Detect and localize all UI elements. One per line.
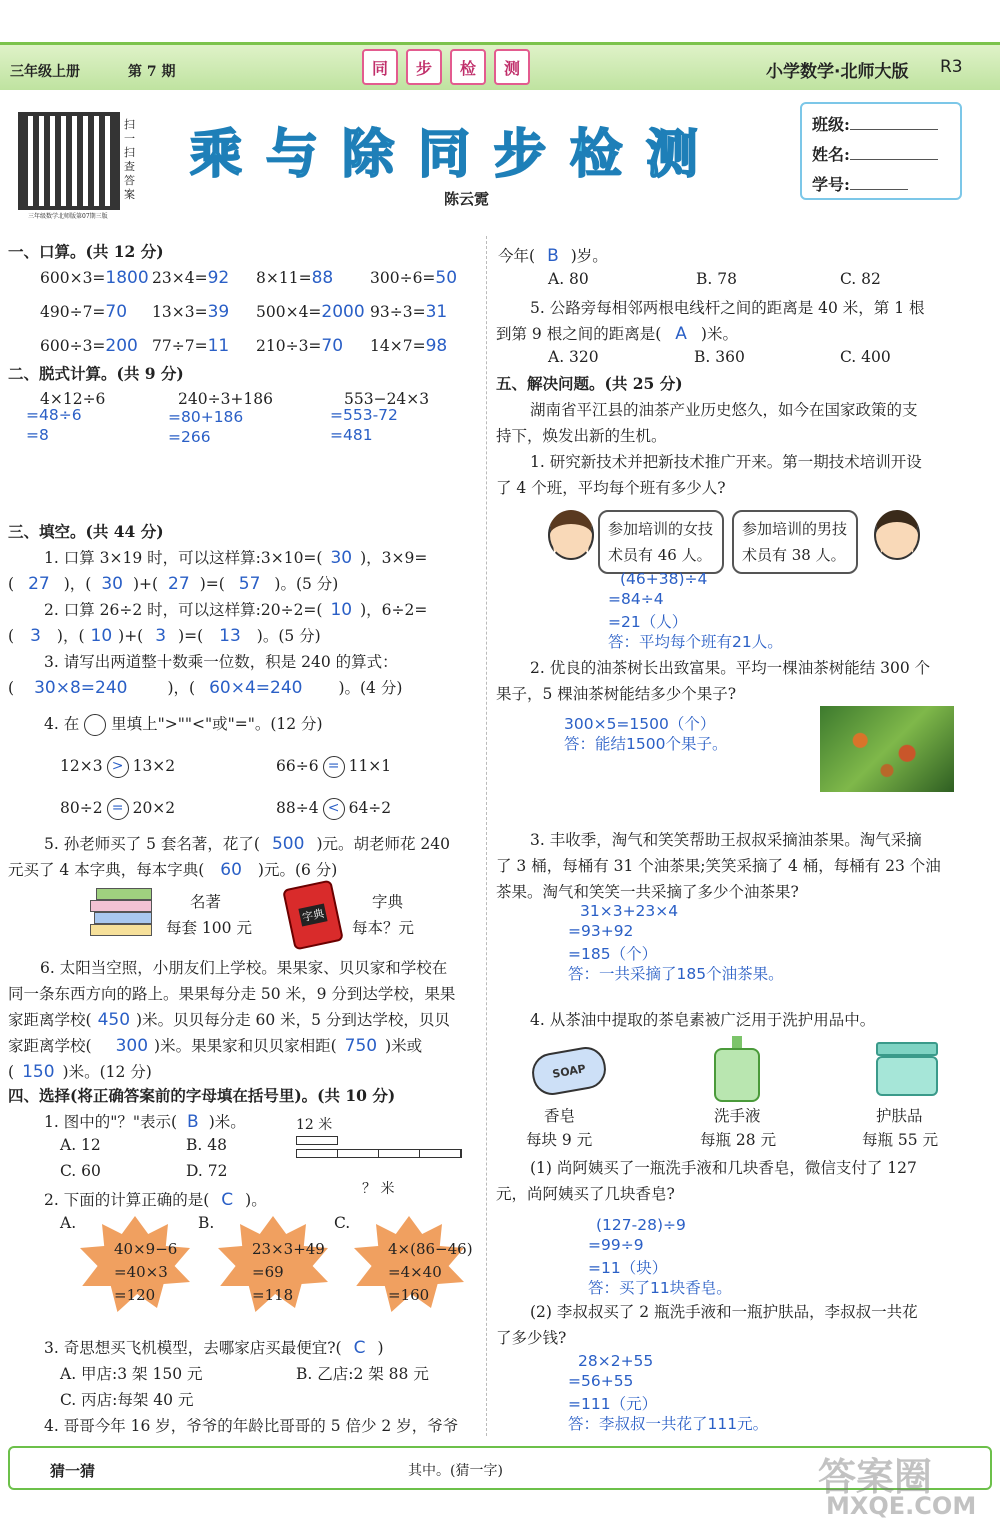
blank[interactable]: A [675,324,687,344]
author: 陈云霓 [444,190,490,208]
option: C. 82 [840,270,881,288]
answer-blank[interactable]: 1800 [105,268,149,288]
blank[interactable]: 3 [30,626,41,646]
blank[interactable]: 750 [344,1036,378,1056]
oral-calc-item: 13×3=39 [152,302,230,322]
book2-name: 字典 [372,893,404,911]
blank[interactable]: 27 [168,574,190,594]
product-name: 香皂 [544,1107,576,1125]
blank[interactable]: B [547,246,559,266]
answer-blank[interactable]: 31 [425,302,448,322]
problem4b-line1: (2) 李叔叔买了 2 瓶洗手液和一瓶护肤品，李叔叔一共花 [530,1303,918,1321]
riddle-label: 猜一猜 [50,1462,96,1480]
option: D. 72 [186,1162,228,1180]
answer-blank[interactable]: 200 [105,336,138,356]
problem4b-line2: 了多少钱? [496,1329,567,1347]
oral-calc-item: 77÷7=11 [152,336,230,356]
fill-q6-line3: 家距离学校( 450 )米。贝贝每分走 60 米，5 分到达学校，贝贝 [8,1010,450,1030]
answer-blank[interactable]: 88 [311,268,334,288]
oral-calc-item: 600÷3=200 [40,336,138,356]
problem1-line2: 了 4 个班，平均每个班有多少人? [496,479,726,497]
blank[interactable]: 30 [330,548,353,568]
subject-label: 小学数学·北师大版 [766,62,909,82]
student-info-box [800,102,962,200]
answer-line[interactable]: =84÷4 [608,590,664,608]
choice-q4-cont: 今年( B )岁。 [498,246,608,266]
blank[interactable]: 13 [219,626,241,646]
compare-circle[interactable]: = [323,756,345,778]
answer-line[interactable]: 答：平均每个班有21人。 [608,633,783,651]
option: A. 80 [548,270,589,288]
answer-line[interactable]: =56+55 [568,1372,634,1390]
product-price: 每块 9 元 [526,1131,593,1149]
compare-item: 88÷4 < 64÷2 [276,798,391,820]
tag-1: 同 [362,49,398,85]
fill-q5-line1: 5. 孙老师买了 5 套名著，花了( 500 )元。胡老师花 240 [44,834,450,854]
blank[interactable]: 500 [271,834,305,854]
blank[interactable]: 150 [22,1062,55,1082]
fill-q3-line1: 3. 请写出两道整十数乘一位数，积是 240 的算式： [44,653,398,671]
answer-line[interactable]: =111（元） [568,1395,658,1413]
tag-row [362,49,530,85]
problem4-intro: 4. 从茶油中提取的茶皂素被广泛用于洗护用品中。 [530,1011,876,1029]
problem2-line2: 果子，5 棵油茶树能结多少个果子? [496,685,737,703]
answer-line[interactable]: 答：一共采摘了185个油茶果。 [568,965,784,983]
blank[interactable]: 60×4=240 [209,678,303,698]
answer-blank[interactable]: 70 [105,302,128,322]
name-row: 姓名: [812,142,938,165]
figure-bottom-label: ？ 米 [362,1181,395,1197]
leaf-calc-line: =118 [252,1286,294,1304]
answer-line[interactable]: =99÷9 [588,1236,644,1254]
problem3-line3: 茶果。淘气和笑笑一共采摘了多少个油茶果? [496,883,799,901]
answer-line[interactable]: (46+38)÷4 [620,570,708,588]
oral-calc-item: 490÷7=70 [40,302,128,322]
oral-calc-item: 600×3=1800 [40,268,149,288]
answer-blank[interactable]: 92 [207,268,230,288]
blank[interactable]: C [353,1338,366,1358]
answer-line[interactable]: =11（块） [588,1259,668,1277]
speech-bubble-boy: 参加培训的男技 术员有 38 人。 [732,510,858,574]
fill-q6-line2: 同一条东西方向的路上。果果每分走 50 米，9 分到达学校，果果 [8,985,456,1003]
blank[interactable]: 3 [155,626,167,646]
leaf-calc-line: 40×9−6 [114,1240,178,1258]
product-name: 护肤品 [876,1107,923,1125]
class-row: 班级: [812,112,938,135]
riddle-text: 其中。(猜一字) [408,1463,503,1479]
hand-soap-icon [714,1036,760,1102]
books-icon [90,888,152,940]
section-4-title: 四、选择(将正确答案前的字母填在括号里)。(共 10 分) [8,1086,396,1105]
oral-calc-item: 14×7=98 [370,336,448,356]
problem3-line1: 3. 丰收季，淘气和笑笑帮助王叔叔采摘油茶果。淘气采摘 [530,831,922,849]
choice-q4: 4. 哥哥今年 16 岁，爷爷的年龄比哥哥的 5 倍少 2 岁，爷爷 [44,1417,459,1435]
section-1-title: 一、口算。(共 12 分) [8,242,164,261]
blank[interactable]: 30×8=240 [34,678,128,698]
leaf-option-label: A. [60,1214,77,1232]
answer-line[interactable]: 28×2+55 [578,1352,654,1370]
product-price: 每瓶 55 元 [862,1131,939,1149]
leaf-option-label: B. [198,1214,215,1232]
choice-q5: 5. 公路旁每相邻两根电线杆之间的距离是 40 米，第 1 根 [530,299,925,317]
step-answer[interactable]: =48÷6 [26,406,82,424]
answer-line[interactable]: =21（人） [608,613,688,631]
option: B. 乙店:2 架 88 元 [296,1365,429,1383]
step-answer[interactable]: =8 [26,426,49,444]
id-row: 学号: [812,172,908,195]
speech-bubble-girl: 参加培训的女技 术员有 46 人。 [598,510,724,574]
leaf-calc-line: =69 [252,1263,284,1281]
oral-calc-item: 300÷6=50 [370,268,458,288]
fill-q6-line5: ( 150 )米。(12 分) [8,1062,152,1082]
oral-calc-item: 210÷3=70 [256,336,344,356]
option: A. 320 [548,348,599,366]
step-answer[interactable]: =266 [168,428,211,446]
blank[interactable]: 450 [97,1010,131,1030]
leaf-option-label: C. [334,1214,351,1232]
watermark-logo: 答案圈 [818,1455,933,1499]
oral-calc-item: 93÷3=31 [370,302,448,322]
problem4a-line1: (1) 尚阿姨买了一瓶洗手液和几块香皂，微信支付了 127 [530,1159,917,1177]
book1-price: 每套 100 元 [166,919,252,937]
fill-q6-line4: 家距离学校( 300 )米。果果家和贝贝家相距( 750 )米或 [8,1036,423,1056]
blank[interactable]: B [187,1112,199,1132]
answer-line[interactable]: =185（个） [568,945,658,963]
choice-q5-cont: 到第 9 根之间的距离是( A )米。 [496,324,738,344]
fill-q4-title: 4. 在 里填上">""<"或"="。(12 分) [44,712,323,736]
code-label: R3 [940,57,963,77]
fill-q3-line2: ( 30×8=240 )，( 60×4=240 )。(4 分) [8,678,403,698]
answer-blank[interactable]: 2000 [321,302,365,322]
leaf-calc-line: 23×3+49 [252,1240,325,1258]
qr-code[interactable] [18,112,120,210]
grade-label: 三年级上册 [10,64,80,80]
column-divider [486,236,487,1436]
answer-line[interactable]: 答：能结1500个果子。 [564,735,728,753]
answer-line[interactable]: (127-28)÷9 [596,1216,686,1234]
book2-price: 每本？元 [352,919,415,937]
option: A. 12 [60,1136,101,1154]
problem2-line1: 2. 优良的油茶树长出致富果。平均一棵油茶树能结 300 个 [530,659,931,677]
answer-line[interactable]: =93+92 [568,922,634,940]
leaf-calc-line: =160 [388,1286,430,1304]
figure-top-label: 12 米 [296,1117,333,1133]
option: A. 甲店:3 架 150 元 [60,1365,203,1383]
option: B. 360 [694,348,745,366]
option: B. 78 [696,270,737,288]
answer-line[interactable]: 31×3+23×4 [580,902,679,920]
fill-q6-line1: 6. 太阳当空照，小朋友们上学校。果果家、贝贝家和学校在 [40,959,448,977]
fill-q1-line2: ( 27 )，( 30 )+( 27 )=( 57 )。(5 分) [8,574,339,594]
tag-3: 检 [450,49,486,85]
class-field[interactable] [850,116,938,130]
problem3-line2: 了 3 桶，每桶有 31 个油茶果;笑笑采摘了 4 桶，每桶有 23 个油 [496,857,941,875]
blank[interactable]: 10 [330,600,353,620]
section-3-title: 三、填空。(共 44 分) [8,522,164,541]
answer-blank[interactable]: 11 [207,336,230,356]
boy-avatar [874,510,920,560]
compare-item: 12×3 > 13×2 [60,756,175,778]
page-title: 乘与除同步检测 [190,125,723,185]
step-answer[interactable]: =80+186 [168,408,244,426]
compare-circle[interactable]: < [323,798,345,820]
blank[interactable]: 60 [220,860,242,880]
fill-q1-line1: 1. 口算 3×19 时，可以这样算:3×10=( 30 )，3×9= [44,548,428,568]
problem1-line1: 1. 研究新技术并把新技术推广开来。第一期技术培训开设 [530,453,922,471]
product-name: 洗手液 [714,1107,761,1125]
watermark-url: MXQE.COM [826,1492,977,1520]
segment-diagram [296,1136,462,1166]
problem4a-line2: 元，尚阿姨买了几块香皂? [496,1185,675,1203]
step-answer[interactable]: =553-72 [330,406,398,424]
answer-blank[interactable]: 98 [425,336,448,356]
product-price: 每瓶 28 元 [700,1131,777,1149]
blank[interactable]: 10 [90,626,113,646]
answer-blank[interactable]: 50 [435,268,458,288]
girl-avatar [548,510,594,560]
leaf-calc-line: =4×40 [388,1263,442,1281]
intro-line2: 持下，焕发出新的生机。 [496,427,667,445]
circle-icon [84,714,106,736]
answer-blank[interactable]: 70 [321,336,344,356]
fill-q5-line2: 元买了 4 本字典，每本字典( 60 )元。(6 分) [8,860,338,880]
compare-circle[interactable]: > [107,756,129,778]
answer-line[interactable]: 答：李叔叔一共花了111元。 [568,1415,769,1433]
section-5-title: 五、解决问题。(共 25 分) [496,374,683,393]
compare-circle[interactable]: = [107,798,129,820]
book1-name: 名著 [190,893,222,911]
choice-q3: 3. 奇思想买飞机模型，去哪家店买最便宜?( C ) [44,1338,384,1358]
oral-calc-item: 23×4=92 [152,268,230,288]
leaf-calc-line: =40×3 [114,1263,168,1281]
answer-line[interactable]: 答：买了11块香皂。 [588,1279,732,1297]
header-bar [0,42,1000,90]
oral-calc-item: 500×4=2000 [256,302,365,322]
tag-4: 测 [494,49,530,85]
choice-q1: 1. 图中的"？"表示( B )米。 [44,1112,246,1132]
name-field[interactable] [850,146,938,160]
qr-caption: 三年级数学北师版第07期三版 [28,213,108,220]
section-2-title: 二、脱式计算。(共 9 分) [8,364,184,383]
tag-2: 步 [406,49,442,85]
fill-q2-line2: ( 3 )，( 10 )+( 3 )=( 13 )。(5 分) [8,626,321,646]
oral-calc-item: 8×11=88 [256,268,334,288]
option: C. 60 [60,1162,101,1180]
leaf-calc-line: =120 [114,1286,156,1304]
leaf-calc-line: 4×(86−46) [388,1240,473,1258]
fill-q2-line1: 2. 口算 26÷2 时，可以这样算:20÷2=( 10 )，6÷2= [44,600,428,620]
blank[interactable]: 30 [101,574,123,594]
compare-item: 80÷2 = 20×2 [60,798,175,820]
qr-side-label: 扫一扫查答案 [124,118,135,201]
dictionary-icon: 字典 [282,879,344,950]
blank[interactable]: 27 [28,574,50,594]
choice-q2: 2. 下面的计算正确的是( C )。 [44,1190,267,1210]
blank[interactable]: C [221,1190,234,1210]
soap-icon: SOAP [529,1044,609,1098]
skincare-jar-icon [876,1042,938,1098]
answer-blank[interactable]: 39 [207,302,230,322]
option: C. 丙店:每架 40 元 [60,1391,194,1409]
answer-line[interactable]: 300×5=1500（个） [564,715,716,733]
blank[interactable]: 57 [238,574,261,594]
compare-item: 66÷6 = 11×1 [276,756,391,778]
intro-line1: 湖南省平江县的油茶产业历史悠久，如今在国家政策的支 [530,401,918,419]
option: B. 48 [186,1136,227,1154]
blank[interactable]: 300 [115,1036,149,1056]
step-answer[interactable]: =481 [330,426,373,444]
option: C. 400 [840,348,891,366]
tea-oil-fruit-photo [820,706,954,792]
id-field[interactable] [850,176,908,190]
issue-label: 第 7 期 [128,64,176,80]
